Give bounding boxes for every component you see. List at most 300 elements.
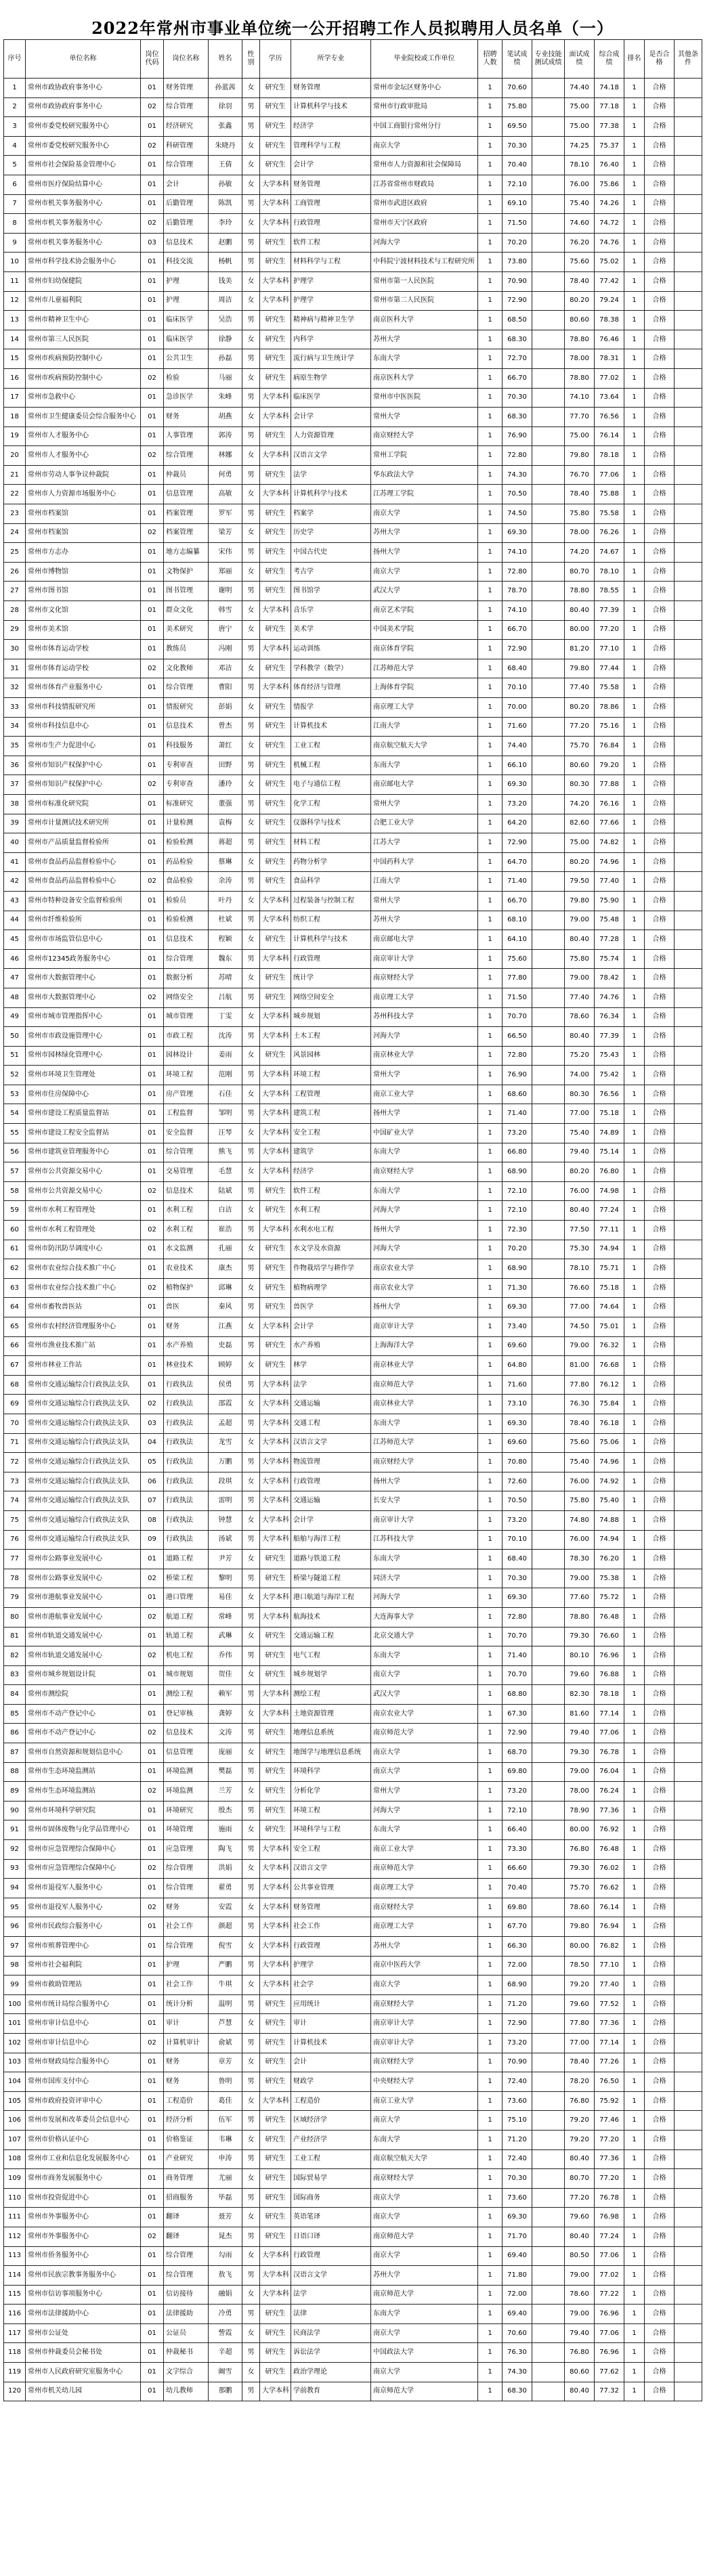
table-cell: 合格 <box>645 79 675 98</box>
table-cell: 高敏 <box>209 485 242 504</box>
table-cell <box>675 2033 702 2053</box>
table-cell: 苏州大学 <box>371 523 478 543</box>
table-cell: 1 <box>478 1665 503 1685</box>
table-cell: 南京财经大学 <box>371 2169 478 2189</box>
table-cell <box>532 1375 565 1395</box>
table-cell: 01 <box>141 1627 164 1646</box>
table-cell: 同济大学 <box>371 1569 478 1588</box>
table-cell: 常州市特种设备安全监督检验所 <box>26 891 141 911</box>
table-cell <box>675 388 702 408</box>
table-cell: 常州市轨道交通发展中心 <box>26 1627 141 1646</box>
table-cell: 女 <box>242 1782 260 1802</box>
table-cell: 河海大学 <box>371 1801 478 1820</box>
table-cell <box>532 620 565 640</box>
table-cell: 上海海洋大学 <box>371 1336 478 1356</box>
table-cell: 研究生 <box>260 852 291 872</box>
table-cell: 77.32 <box>595 2382 624 2401</box>
table-cell: 水利工程 <box>164 1201 209 1221</box>
table-cell: 颜超 <box>209 1917 242 1937</box>
table-cell: 77.26 <box>595 2053 624 2072</box>
table-cell: 机电工程 <box>164 1646 209 1666</box>
table-cell: 学前教育 <box>291 2382 371 2401</box>
table-cell: 1 <box>478 79 503 98</box>
table-cell: 常州市科技信息中心 <box>26 717 141 737</box>
table-cell: 男 <box>242 1956 260 1975</box>
table-cell: 女 <box>242 330 260 349</box>
table-cell: 01 <box>141 2285 164 2305</box>
table-cell: 75.20 <box>565 1046 595 1066</box>
table-cell: 75.00 <box>565 97 595 117</box>
table-cell <box>532 2130 565 2149</box>
table-cell: 女 <box>242 2130 260 2149</box>
table-cell: 74.00 <box>565 1066 595 1085</box>
table-cell: 桥梁与隧道工程 <box>291 1569 371 1588</box>
table-cell <box>675 271 702 291</box>
table-cell: 常州市交通运输综合行政执法支队 <box>26 1530 141 1550</box>
table-cell: 熊飞 <box>209 1143 242 1162</box>
table-cell: 01 <box>141 1820 164 1840</box>
table-cell: 1 <box>624 620 645 640</box>
table-cell <box>532 1782 565 1802</box>
table-row <box>4 368 702 388</box>
table-cell: 77.10 <box>595 1956 624 1975</box>
table-cell: 70.10 <box>503 1530 532 1550</box>
table-cell: 01 <box>141 1240 164 1259</box>
table-cell: 1 <box>478 1375 503 1395</box>
table-cell: 常州市交通运输综合行政执法支队 <box>26 1395 141 1414</box>
table-cell: 77.80 <box>565 2014 595 2034</box>
table-cell: 桥梁工程 <box>164 1569 209 1588</box>
table-cell: 女 <box>242 485 260 504</box>
table-cell: 合格 <box>645 117 675 137</box>
table-row <box>4 1569 702 1588</box>
table-cell: 研究生 <box>260 311 291 330</box>
table-cell: 1 <box>624 1550 645 1569</box>
table-cell: 大学本科 <box>260 1937 291 1957</box>
table-cell: 急诊医学 <box>164 388 209 408</box>
table-cell: 常州市委党校研究服务中心 <box>26 117 141 137</box>
table-cell: 02 <box>141 446 164 466</box>
table-cell: 合格 <box>645 1472 675 1491</box>
table-row <box>4 427 702 446</box>
table-cell: 78.42 <box>595 969 624 988</box>
table-cell: 大学本科 <box>260 2285 291 2305</box>
table-cell: 07 <box>141 1491 164 1511</box>
table-cell: 合格 <box>645 949 675 969</box>
table-cell <box>675 2208 702 2227</box>
table-cell <box>675 1336 702 1356</box>
table-cell: 南京大学 <box>371 2111 478 2131</box>
table-cell: 93 <box>4 1859 26 1879</box>
table-cell <box>532 1743 565 1763</box>
table-cell: 1 <box>478 1898 503 1917</box>
table-cell <box>675 1395 702 1414</box>
table-cell: 南京师范大学 <box>371 2382 478 2401</box>
table-cell: 物流管理 <box>291 1453 371 1472</box>
table-cell: 81.60 <box>565 1704 595 1724</box>
page-title: 2022年常州市事业单位统一公开招聘工作人员拟聘用人员名单（一） <box>91 18 614 38</box>
table-cell: 图书管理 <box>164 582 209 601</box>
table-cell: 常州市第一人民医院 <box>371 271 478 291</box>
table-cell <box>532 1510 565 1530</box>
table-cell: 76.80 <box>595 1162 624 1182</box>
table-cell <box>532 1607 565 1627</box>
table-cell: 1 <box>624 1395 645 1414</box>
table-cell: 01 <box>141 1143 164 1162</box>
table-cell: 02 <box>141 1724 164 1743</box>
table-cell: 环境研究 <box>164 1801 209 1820</box>
table-cell: 庞丽 <box>209 1743 242 1763</box>
table-cell: 75.72 <box>595 1588 624 1608</box>
table-cell: 苏州大学 <box>371 330 478 349</box>
table-cell: 国际贸易学 <box>291 2169 371 2189</box>
table-cell: 常州市体育运动学校 <box>26 659 141 678</box>
table-cell: 检验 <box>164 368 209 388</box>
table-cell: 77.80 <box>503 969 532 988</box>
table-cell: 女 <box>242 1665 260 1685</box>
table-cell <box>532 504 565 524</box>
table-cell: 01 <box>141 543 164 563</box>
table-cell: 乔伟 <box>209 1646 242 1666</box>
table-cell: 南京航空航天大学 <box>371 737 478 756</box>
table-cell: 1 <box>478 582 503 601</box>
table-cell: 工程管理 <box>291 1085 371 1104</box>
table-cell: 77.70 <box>565 408 595 427</box>
table-cell: 1 <box>478 1937 503 1957</box>
table-cell: 苏州大学 <box>371 2266 478 2286</box>
table-cell: 大学本科 <box>260 1472 291 1491</box>
table-cell: 大学本科 <box>260 1085 291 1104</box>
table-cell: 02 <box>141 1569 164 1588</box>
table-cell: 69.30 <box>503 775 532 795</box>
table-cell: 1 <box>624 504 645 524</box>
table-cell: 水产养殖 <box>164 1336 209 1356</box>
table-cell <box>532 1317 565 1337</box>
table-cell: 孙蓝茜 <box>209 79 242 98</box>
table-cell: 合格 <box>645 1104 675 1124</box>
table-cell: 研究生 <box>260 2169 291 2189</box>
table-cell: 69.30 <box>503 1588 532 1608</box>
table-cell: 韦琳 <box>209 2130 242 2149</box>
table-cell: 地理信息系统 <box>291 1724 371 1743</box>
table-cell: 临床医学 <box>164 311 209 330</box>
table-cell: 林业技术 <box>164 1356 209 1376</box>
table-cell: 鲁明 <box>209 2072 242 2092</box>
table-cell: 1 <box>624 1124 645 1143</box>
table-cell: 社会学 <box>291 1975 371 1995</box>
table-cell: 03 <box>141 233 164 253</box>
table-cell: 男 <box>242 582 260 601</box>
table-cell: 01 <box>141 1975 164 1995</box>
table-cell: 1 <box>624 640 645 659</box>
table-cell: 69 <box>4 1395 26 1414</box>
table-cell: 82.60 <box>565 814 595 833</box>
table-cell: 合格 <box>645 1143 675 1162</box>
table-row <box>4 1124 702 1143</box>
table-cell <box>675 97 702 117</box>
table-cell: 1 <box>478 1685 503 1705</box>
table-cell: 辛超 <box>209 2343 242 2363</box>
table-cell: 77.46 <box>595 2111 624 2131</box>
table-row <box>4 1820 702 1840</box>
table-cell: 科研管理 <box>164 136 209 156</box>
table-cell: 钱美 <box>209 271 242 291</box>
table-row <box>4 1898 702 1917</box>
table-cell: 数据分析 <box>164 969 209 988</box>
table-cell: 女 <box>242 1820 260 1840</box>
table-cell: 研究生 <box>260 814 291 833</box>
table-cell: 76.90 <box>503 1066 532 1085</box>
table-cell: 南京体育学院 <box>371 640 478 659</box>
table-cell <box>532 2266 565 2286</box>
table-cell: 南京大学 <box>371 2363 478 2382</box>
table-cell: 曾杰 <box>209 717 242 737</box>
table-cell: 76.80 <box>565 2091 595 2111</box>
column-header: 所学专业 <box>291 40 371 79</box>
table-cell: 江燕 <box>209 1317 242 1337</box>
table-row <box>4 175 702 194</box>
table-cell: 69.30 <box>503 1298 532 1317</box>
table-row <box>4 2343 702 2363</box>
table-cell: 常州市环境卫生管理处 <box>26 1066 141 1085</box>
table-cell: 财务 <box>164 408 209 427</box>
table-cell: 殷杰 <box>209 1801 242 1820</box>
table-cell <box>675 1840 702 1860</box>
table-cell: 经济学 <box>291 117 371 137</box>
table-cell: 南京审计大学 <box>371 949 478 969</box>
table-cell <box>675 1879 702 1898</box>
table-cell: 1 <box>478 1278 503 1298</box>
table-cell: 70.30 <box>503 2169 532 2189</box>
table-cell: 中科院宁波材料技术与工程研究所 <box>371 253 478 272</box>
table-cell: 交通运输 <box>291 1395 371 1414</box>
table-cell: 1 <box>478 388 503 408</box>
table-cell: 68.90 <box>503 1259 532 1279</box>
table-cell: 1 <box>478 969 503 988</box>
table-cell: 合格 <box>645 543 675 563</box>
table-cell: 1 <box>478 485 503 504</box>
table-cell: 水利工程 <box>291 1201 371 1221</box>
table-cell: 北京交通大学 <box>371 1627 478 1646</box>
table-cell: 1 <box>478 504 503 524</box>
table-cell: 72.80 <box>503 562 532 582</box>
table-cell: 1 <box>478 136 503 156</box>
table-cell: 1 <box>478 1588 503 1608</box>
table-cell: 34 <box>4 717 26 737</box>
table-cell <box>675 988 702 1007</box>
table-cell: 邹明 <box>209 1104 242 1124</box>
table-cell: 常州市人力资源市场服务中心 <box>26 485 141 504</box>
table-cell: 1 <box>624 601 645 621</box>
table-cell: 合格 <box>645 1298 675 1317</box>
table-cell: 经济学 <box>291 1162 371 1182</box>
table-cell: 尹芳 <box>209 1550 242 1569</box>
table-cell: 1 <box>478 291 503 311</box>
table-cell: 合格 <box>645 562 675 582</box>
table-cell: 01 <box>141 271 164 291</box>
table-row <box>4 949 702 969</box>
table-cell <box>675 1007 702 1027</box>
table-cell: 财务 <box>164 1317 209 1337</box>
table-cell: 1 <box>478 97 503 117</box>
table-cell: 城市管理 <box>164 1007 209 1027</box>
table-cell: 药品检验 <box>164 852 209 872</box>
table-cell: 1 <box>624 427 645 446</box>
table-cell: 常州市审计信息中心 <box>26 2014 141 2034</box>
table-cell: 登记审核 <box>164 1704 209 1724</box>
table-cell: 范刚 <box>209 1066 242 1085</box>
table-cell: 男 <box>242 1259 260 1279</box>
table-cell: 综合管理 <box>164 97 209 117</box>
table-cell: 75.80 <box>565 949 595 969</box>
table-cell: 行政执法 <box>164 1395 209 1414</box>
table-cell: 网络安全 <box>164 988 209 1007</box>
table-cell: 女 <box>242 601 260 621</box>
table-cell: 01 <box>141 1298 164 1317</box>
table-cell: 计量检测 <box>164 814 209 833</box>
table-cell: 大学本科 <box>260 1395 291 1414</box>
table-cell: 南京中医药大学 <box>371 1956 478 1975</box>
table-cell: 武琳 <box>209 1627 242 1646</box>
table-cell: 68.50 <box>503 311 532 330</box>
table-cell: 文化教师 <box>164 659 209 678</box>
table-cell: 75.30 <box>565 1240 595 1259</box>
table-cell <box>675 1569 702 1588</box>
table-cell: 专利审查 <box>164 775 209 795</box>
table-cell: 72.00 <box>503 1956 532 1975</box>
table-cell: 精神病与精神卫生学 <box>291 311 371 330</box>
table-cell: 温明 <box>209 1994 242 2014</box>
table-cell: 76.80 <box>565 1840 595 1860</box>
table-cell: 1 <box>478 562 503 582</box>
table-cell: 75.80 <box>565 1491 595 1511</box>
table-cell <box>675 562 702 582</box>
table-cell: 79.80 <box>565 891 595 911</box>
table-cell <box>532 1046 565 1066</box>
table-cell: 女 <box>242 852 260 872</box>
table-cell: 融娟 <box>209 2285 242 2305</box>
table-cell: 合格 <box>645 1685 675 1705</box>
table-cell: 1 <box>478 1879 503 1898</box>
table-cell: 常州大学 <box>371 1782 478 1802</box>
table-cell: 01 <box>141 1356 164 1376</box>
table-cell: 研究生 <box>260 930 291 950</box>
table-cell <box>675 2014 702 2034</box>
table-cell: 01 <box>141 1162 164 1182</box>
table-cell <box>532 1104 565 1124</box>
table-cell: 常州市科技情报研究所 <box>26 698 141 718</box>
table-cell: 水产养殖 <box>291 1336 371 1356</box>
table-cell: 78.00 <box>565 1782 595 1802</box>
table-cell <box>675 1221 702 1240</box>
table-cell: 行政执法 <box>164 1375 209 1395</box>
table-cell: 唐宁 <box>209 620 242 640</box>
table-cell: 研究生 <box>260 1743 291 1763</box>
table-cell <box>675 1510 702 1530</box>
table-cell: 南京医科大学 <box>371 311 478 330</box>
table-cell: 76.90 <box>503 427 532 446</box>
table-cell: 74.60 <box>565 214 595 234</box>
table-row <box>4 2246 702 2266</box>
table-cell: 15 <box>4 349 26 369</box>
table-cell: 75.71 <box>595 1259 624 1279</box>
table-cell: 雷明 <box>209 1491 242 1511</box>
table-cell <box>675 1724 702 1743</box>
table-cell: 研究生 <box>260 620 291 640</box>
table-cell <box>532 1917 565 1937</box>
table-row <box>4 1007 702 1027</box>
table-cell: 常州市疾病预防控制中心 <box>26 368 141 388</box>
table-cell: 扬州大学 <box>371 1298 478 1317</box>
table-cell: 75.01 <box>595 1317 624 1337</box>
table-cell: 1 <box>624 756 645 775</box>
table-cell: 1 <box>478 1975 503 1995</box>
table-cell: 研究生 <box>260 1782 291 1802</box>
table-cell: 02 <box>141 659 164 678</box>
table-cell: 1 <box>624 2246 645 2266</box>
table-cell: 1 <box>478 756 503 775</box>
table-cell: 社会工作 <box>164 1975 209 1995</box>
table-cell <box>675 523 702 543</box>
table-row <box>4 1278 702 1298</box>
table-cell: 建筑学 <box>291 1143 371 1162</box>
table-cell: 男 <box>242 1453 260 1472</box>
table-cell: 综合管理 <box>164 1143 209 1162</box>
table-cell: 79.00 <box>565 2266 595 2286</box>
table-cell: 70.50 <box>503 485 532 504</box>
table-cell: 体育经济与管理 <box>291 678 371 698</box>
table-cell: 77.06 <box>595 1724 624 1743</box>
table-cell: 检验检测 <box>164 911 209 930</box>
table-cell: 2 <box>4 97 26 117</box>
table-cell: 大学本科 <box>260 1414 291 1433</box>
table-cell: 徐静 <box>209 330 242 349</box>
table-cell: 临床医学 <box>291 388 371 408</box>
table-cell: 31 <box>4 659 26 678</box>
table-cell: 60 <box>4 1221 26 1240</box>
table-cell: 研究生 <box>260 2323 291 2343</box>
table-cell: 专利审查 <box>164 756 209 775</box>
table-cell: 南京财经大学 <box>371 969 478 988</box>
table-cell: 安全工程 <box>291 1840 371 1860</box>
table-cell: 01 <box>141 698 164 718</box>
table-cell: 1 <box>478 1569 503 1588</box>
table-cell: 69.60 <box>503 1433 532 1453</box>
table-cell: 76.92 <box>595 1820 624 1840</box>
table-cell: 男 <box>242 640 260 659</box>
table-cell: 77.22 <box>595 2285 624 2305</box>
table-cell: 常州市发展和改革委员会信息中心 <box>26 2111 141 2131</box>
table-cell: 79.00 <box>565 1569 595 1588</box>
table-row <box>4 1221 702 1240</box>
table-cell: 法学 <box>291 2285 371 2305</box>
table-cell: 常州市城市管理指挥中心 <box>26 1007 141 1027</box>
table-cell: 大学本科 <box>260 1975 291 1995</box>
table-cell: 75.16 <box>595 717 624 737</box>
table-row <box>4 1298 702 1317</box>
table-cell: 园林设计 <box>164 1046 209 1066</box>
table-cell: 1 <box>624 485 645 504</box>
table-cell: 77.40 <box>595 872 624 892</box>
table-cell: 女 <box>242 930 260 950</box>
table-cell: 合格 <box>645 1994 675 2014</box>
table-cell <box>675 1104 702 1124</box>
table-cell <box>532 1007 565 1027</box>
table-cell: 01 <box>141 330 164 349</box>
table-cell: 79.40 <box>565 2323 595 2343</box>
table-cell: 常州市不动产登记中心 <box>26 1724 141 1743</box>
table-cell: 何勇 <box>209 465 242 485</box>
